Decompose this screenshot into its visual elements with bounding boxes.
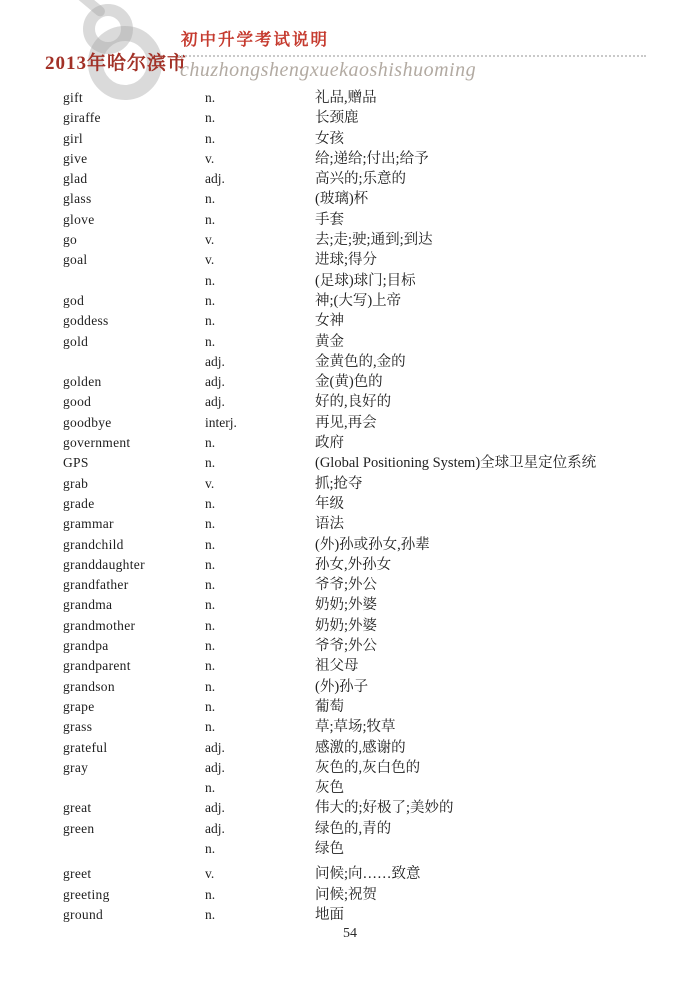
watermark-stem-shape xyxy=(73,0,107,18)
vocab-word: good xyxy=(63,394,92,410)
vocab-word: grandson xyxy=(63,678,115,694)
vocab-part-of-speech: adj. xyxy=(205,759,225,775)
vocab-row xyxy=(63,129,648,149)
vocab-word: grateful xyxy=(63,739,108,755)
vocab-row xyxy=(63,905,648,925)
vocab-row xyxy=(63,291,648,311)
vocab-word: gray xyxy=(63,759,89,775)
vocab-meaning: 女神 xyxy=(315,313,344,330)
vocab-word: grandpa xyxy=(63,638,109,654)
vocab-row xyxy=(63,108,648,128)
vocab-row xyxy=(63,352,648,372)
vocab-meaning: 好的,良好的 xyxy=(315,394,392,411)
vocab-meaning: 语法 xyxy=(315,516,344,533)
vocab-row xyxy=(63,798,648,818)
vocab-part-of-speech: n. xyxy=(205,191,216,207)
vocab-part-of-speech: v. xyxy=(205,232,215,248)
vocab-meaning: (外)孙子 xyxy=(315,678,369,695)
vocab-meaning: 感激的,感谢的 xyxy=(315,739,406,756)
vocab-row xyxy=(63,636,648,656)
vocab-word: grandma xyxy=(63,597,113,613)
vocab-part-of-speech: n. xyxy=(205,906,216,922)
page-title: 初中升学考试说明 xyxy=(181,31,329,49)
vocab-part-of-speech: n. xyxy=(205,516,216,532)
vocab-part-of-speech: adj. xyxy=(205,171,225,187)
vocab-word: glove xyxy=(63,211,95,227)
vocab-row xyxy=(63,372,648,392)
vocab-row xyxy=(63,413,648,433)
vocab-row xyxy=(63,189,648,209)
vocab-meaning: 手套 xyxy=(315,211,344,228)
vocab-meaning: 祖父母 xyxy=(315,658,359,675)
vocab-word: girl xyxy=(63,130,83,146)
vocab-part-of-speech: interj. xyxy=(205,414,237,430)
vocab-meaning: 神;(大写)上帝 xyxy=(315,292,402,309)
vocab-row xyxy=(63,656,648,676)
page-number: 54 xyxy=(343,926,357,941)
vocab-word: granddaughter xyxy=(63,556,145,572)
vocab-meaning: 金黄色的,金的 xyxy=(315,353,406,370)
vocab-meaning: 孙女,外孙女 xyxy=(315,556,392,573)
vocab-word: giraffe xyxy=(63,110,101,126)
vocab-word: gift xyxy=(63,90,83,105)
vocab-part-of-speech: n. xyxy=(205,840,216,856)
pinyin-subtitle: chuzhongshengxuekaoshishuoming xyxy=(180,59,477,81)
vocab-meaning: (玻璃)杯 xyxy=(315,191,369,208)
vocab-meaning: 奶奶;外婆 xyxy=(315,617,378,634)
vocab-meaning: 草;草场;牧草 xyxy=(315,719,396,736)
vocab-part-of-speech: adj. xyxy=(205,394,225,410)
vocab-part-of-speech: v. xyxy=(205,866,215,882)
vocab-meaning: 奶奶;外婆 xyxy=(315,597,378,614)
vocab-word: grammar xyxy=(63,516,114,532)
vocab-meaning: 伟大的;好极了;美妙的 xyxy=(315,800,454,817)
vocab-part-of-speech: n. xyxy=(205,435,216,451)
vocab-word: give xyxy=(63,150,88,166)
vocab-part-of-speech: n. xyxy=(205,678,216,694)
dotted-divider xyxy=(178,55,646,57)
vocab-row xyxy=(63,392,648,412)
watermark-small-ring-shape xyxy=(83,4,133,54)
vocab-meaning: 政府 xyxy=(315,435,344,452)
vocab-part-of-speech: adj. xyxy=(205,353,225,369)
vocab-word: glad xyxy=(63,171,88,187)
vocab-part-of-speech: adj. xyxy=(205,739,225,755)
vocab-part-of-speech: n. xyxy=(205,110,216,126)
vocab-word: goddess xyxy=(63,313,109,329)
vocab-word: grape xyxy=(63,698,95,714)
vocab-part-of-speech: n. xyxy=(205,577,216,593)
vocab-meaning: 再见,再会 xyxy=(315,414,377,431)
vocab-row xyxy=(63,616,648,636)
vocab-meaning: 高兴的;乐意的 xyxy=(315,171,407,188)
vocab-row xyxy=(63,778,648,798)
vocab-meaning: 灰色的,灰白色的 xyxy=(315,759,421,776)
vocab-part-of-speech: n. xyxy=(205,556,216,572)
vocab-row xyxy=(63,332,648,352)
vocab-part-of-speech: adj. xyxy=(205,820,225,836)
vocab-part-of-speech: n. xyxy=(205,698,216,714)
vocab-part-of-speech: n. xyxy=(205,617,216,633)
vocab-meaning: 给;递给;付出;给予 xyxy=(315,150,429,167)
vocab-row xyxy=(63,271,648,291)
vocab-meaning: (足球)球门;目标 xyxy=(315,272,416,289)
vocab-row xyxy=(63,535,648,555)
vocab-part-of-speech: n. xyxy=(205,719,216,735)
vocab-row xyxy=(63,210,648,230)
vocab-part-of-speech: adj. xyxy=(205,374,225,390)
vocab-word: GPS xyxy=(63,455,89,471)
vocab-part-of-speech: v. xyxy=(205,475,215,491)
vocab-meaning: 问候;向……致意 xyxy=(315,866,421,883)
vocab-row xyxy=(63,311,648,331)
vocab-word: great xyxy=(63,800,92,816)
vocab-part-of-speech: n. xyxy=(205,292,216,308)
vocab-row xyxy=(63,717,648,737)
vocab-word: go xyxy=(63,232,78,248)
vocab-part-of-speech: n. xyxy=(205,658,216,674)
vocab-word: greet xyxy=(63,866,92,882)
vocab-table xyxy=(63,88,648,925)
vocab-row xyxy=(63,839,648,859)
vocab-meaning: 长颈鹿 xyxy=(315,110,359,127)
vocab-part-of-speech: v. xyxy=(205,252,215,268)
vocab-word: green xyxy=(63,820,95,836)
vocab-meaning: 礼品,赠品 xyxy=(315,90,377,106)
vocab-part-of-speech: n. xyxy=(205,211,216,227)
vocab-meaning: 问候;祝贺 xyxy=(315,886,378,903)
vocab-word: gold xyxy=(63,333,89,349)
vocab-row xyxy=(63,433,648,453)
vocab-row xyxy=(63,250,648,270)
vocab-row xyxy=(63,738,648,758)
vocab-part-of-speech: n. xyxy=(205,333,216,349)
vocab-part-of-speech: n. xyxy=(205,597,216,613)
vocab-word: god xyxy=(63,292,85,308)
vocab-meaning: 绿色 xyxy=(315,840,344,857)
vocab-row xyxy=(63,595,648,615)
vocab-row xyxy=(63,88,648,108)
vocab-meaning: 抓;抢夺 xyxy=(315,475,363,492)
vocab-word: ground xyxy=(63,906,104,922)
vocab-row xyxy=(63,864,648,884)
vocab-part-of-speech: v. xyxy=(205,150,215,166)
vocab-meaning: 年级 xyxy=(315,495,344,512)
vocab-word: greeting xyxy=(63,886,110,902)
vocab-part-of-speech: n. xyxy=(205,780,216,796)
vocab-part-of-speech: n. xyxy=(205,130,216,146)
vocab-row xyxy=(63,514,648,534)
vocab-part-of-speech: adj. xyxy=(205,800,225,816)
vocab-meaning: 金(黄)色的 xyxy=(315,374,383,391)
vocab-word: glass xyxy=(63,191,92,207)
vocab-word: grade xyxy=(63,495,95,511)
vocab-word: grandparent xyxy=(63,658,131,674)
vocab-part-of-speech: n. xyxy=(205,638,216,654)
vocab-row xyxy=(63,149,648,169)
vocab-meaning: 灰色 xyxy=(315,780,344,797)
vocab-meaning: 进球;得分 xyxy=(315,252,378,269)
vocab-meaning: 女孩 xyxy=(315,130,344,147)
vocab-row xyxy=(63,474,648,494)
vocab-word: goodbye xyxy=(63,414,112,430)
vocab-word: grandchild xyxy=(63,536,124,552)
vocab-row xyxy=(63,575,648,595)
vocab-part-of-speech: n. xyxy=(205,313,216,329)
vocab-part-of-speech: n. xyxy=(205,536,216,552)
vocab-word: grandmother xyxy=(63,617,136,633)
vocab-word: golden xyxy=(63,374,102,390)
vocab-part-of-speech: n. xyxy=(205,495,216,511)
vocab-word: grass xyxy=(63,719,93,735)
vocab-row xyxy=(63,555,648,575)
vocab-row xyxy=(63,230,648,250)
vocab-row xyxy=(63,697,648,717)
vocab-word: government xyxy=(63,435,131,451)
vocab-row xyxy=(63,885,648,905)
vocab-meaning: 爷爷;外公 xyxy=(315,638,378,655)
vocab-part-of-speech: n. xyxy=(205,90,216,105)
vocab-row xyxy=(63,453,648,473)
edition-label: 2013年哈尔滨市 xyxy=(45,53,188,74)
vocab-meaning: 爷爷;外公 xyxy=(315,577,378,594)
vocab-word: goal xyxy=(63,252,88,268)
vocab-row xyxy=(63,494,648,514)
vocab-part-of-speech: n. xyxy=(205,886,216,902)
vocab-meaning: (Global Positioning System)全球卫星定位系统 xyxy=(315,455,597,472)
vocab-meaning: 去;走;驶;通到;到达 xyxy=(315,232,433,249)
vocab-meaning: 黄金 xyxy=(315,333,344,350)
vocab-row xyxy=(63,677,648,697)
vocab-part-of-speech: n. xyxy=(205,455,216,471)
vocab-row xyxy=(63,819,648,839)
vocab-word: grab xyxy=(63,475,89,491)
vocab-row xyxy=(63,169,648,189)
vocab-word: grandfather xyxy=(63,577,129,593)
vocab-row xyxy=(63,758,648,778)
vocab-meaning: 绿色的,青的 xyxy=(315,820,392,837)
vocab-part-of-speech: n. xyxy=(205,272,216,288)
vocab-meaning: (外)孙或孙女,孙辈 xyxy=(315,536,430,553)
vocab-meaning: 葡萄 xyxy=(315,698,344,715)
vocab-meaning: 地面 xyxy=(315,906,344,923)
